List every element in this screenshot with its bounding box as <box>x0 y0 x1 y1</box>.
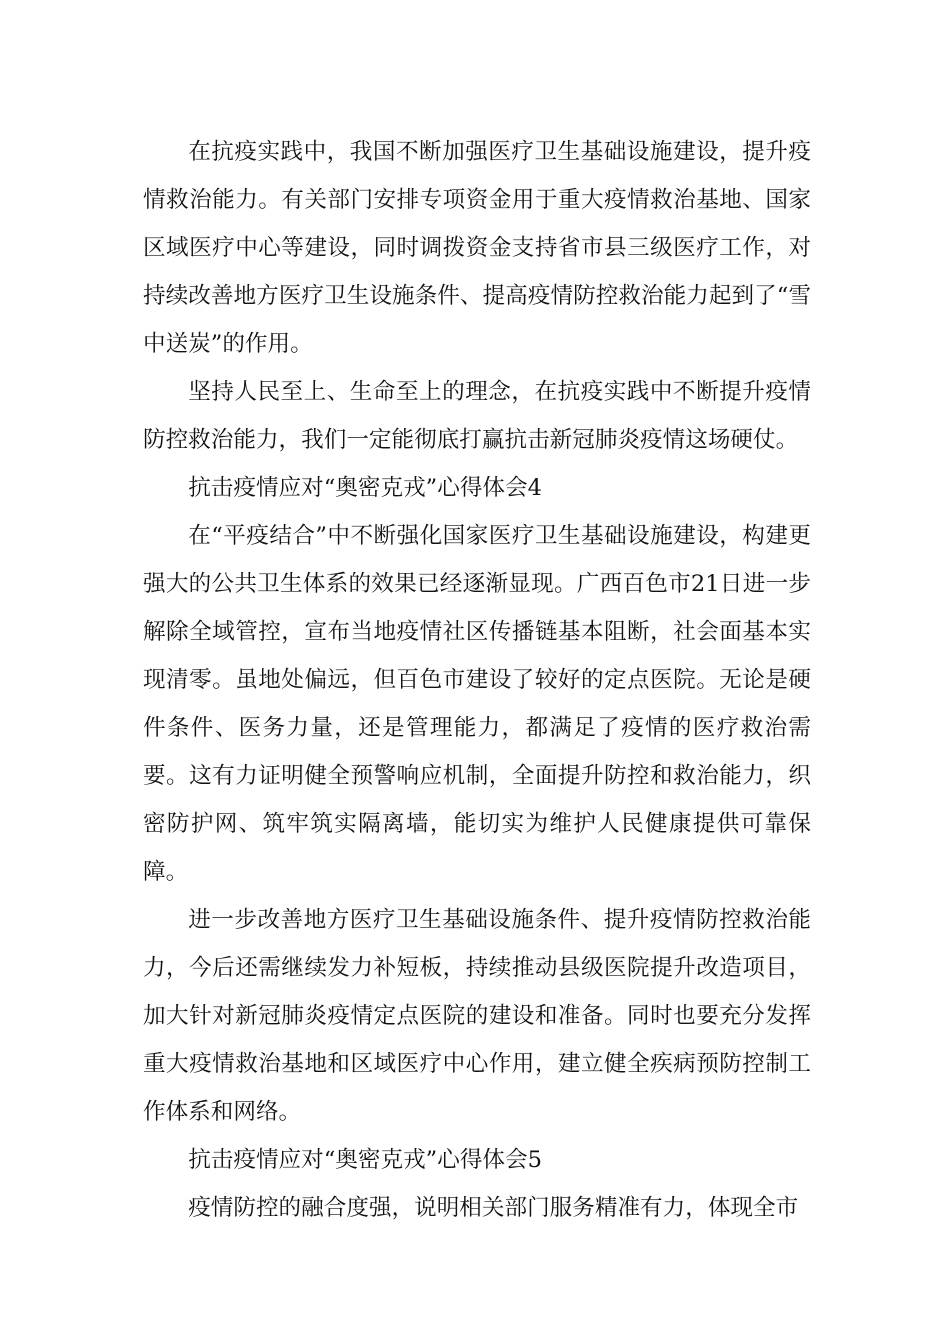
document-body <box>143 128 811 1232</box>
section-heading-4: 抗击疫情应对“奥密克戎”心得体会4 <box>188 475 542 501</box>
paragraph-improvement: 进一步改善地方医疗卫生基础设施条件、提升疫情防控救治能力，今后还需继续发力补短板，持续推动县级医院提升改造项目，加大针对新冠肺炎疫情定点医院的建设和准备。同时也要充分发挥重大疫情救治基地和区域医疗中心作用，建立健全疾病预防控制工作体系和网络。 <box>143 907 811 1125</box>
paragraph-integration: 疫情防控的融合度强，说明相关部门服务精准有力，体现全市 <box>188 1195 799 1221</box>
section-heading-5: 抗击疫情应对“奥密克戎”心得体会5 <box>188 1147 542 1173</box>
paragraph-baise: 在“平疫结合”中不断强化国家医疗卫生基础设施建设，构建更强大的公共卫生体系的效果已经逐渐显现。广西百色市21日进一步解除全域管控，宣布当地疫情社区传播链基本阻断，社会面基本实现清零。虽地处偏远，但百色市建设了较好的定点医院。无论是硬件条件、医务力量，还是管理能力，都满足了疫情的医疗救治需要。这有力证明健全预警响应机制，全面提升防控和救治能力，织密防护网、筑牢筑实隔离墙，能切实为维护人民健康提供可靠保障。 <box>143 523 811 885</box>
paragraph-people-first: 坚持人民至上、生命至上的理念，在抗疫实践中不断提升疫情防控救治能力，我们一定能彻底打赢抗击新冠肺炎疫情这场硬仗。 <box>143 379 811 453</box>
paragraph-infrastructure: 在抗疫实践中，我国不断加强医疗卫生基础设施建设，提升疫情救治能力。有关部门安排专项资金用于重大疫情救治基地、国家区域医疗中心等建设，同时调拨资金支持省市县三级医疗工作，对持续改善地方医疗卫生设施条件、提高疫情防控救治能力起到了“雪中送炭”的作用。 <box>143 139 811 357</box>
